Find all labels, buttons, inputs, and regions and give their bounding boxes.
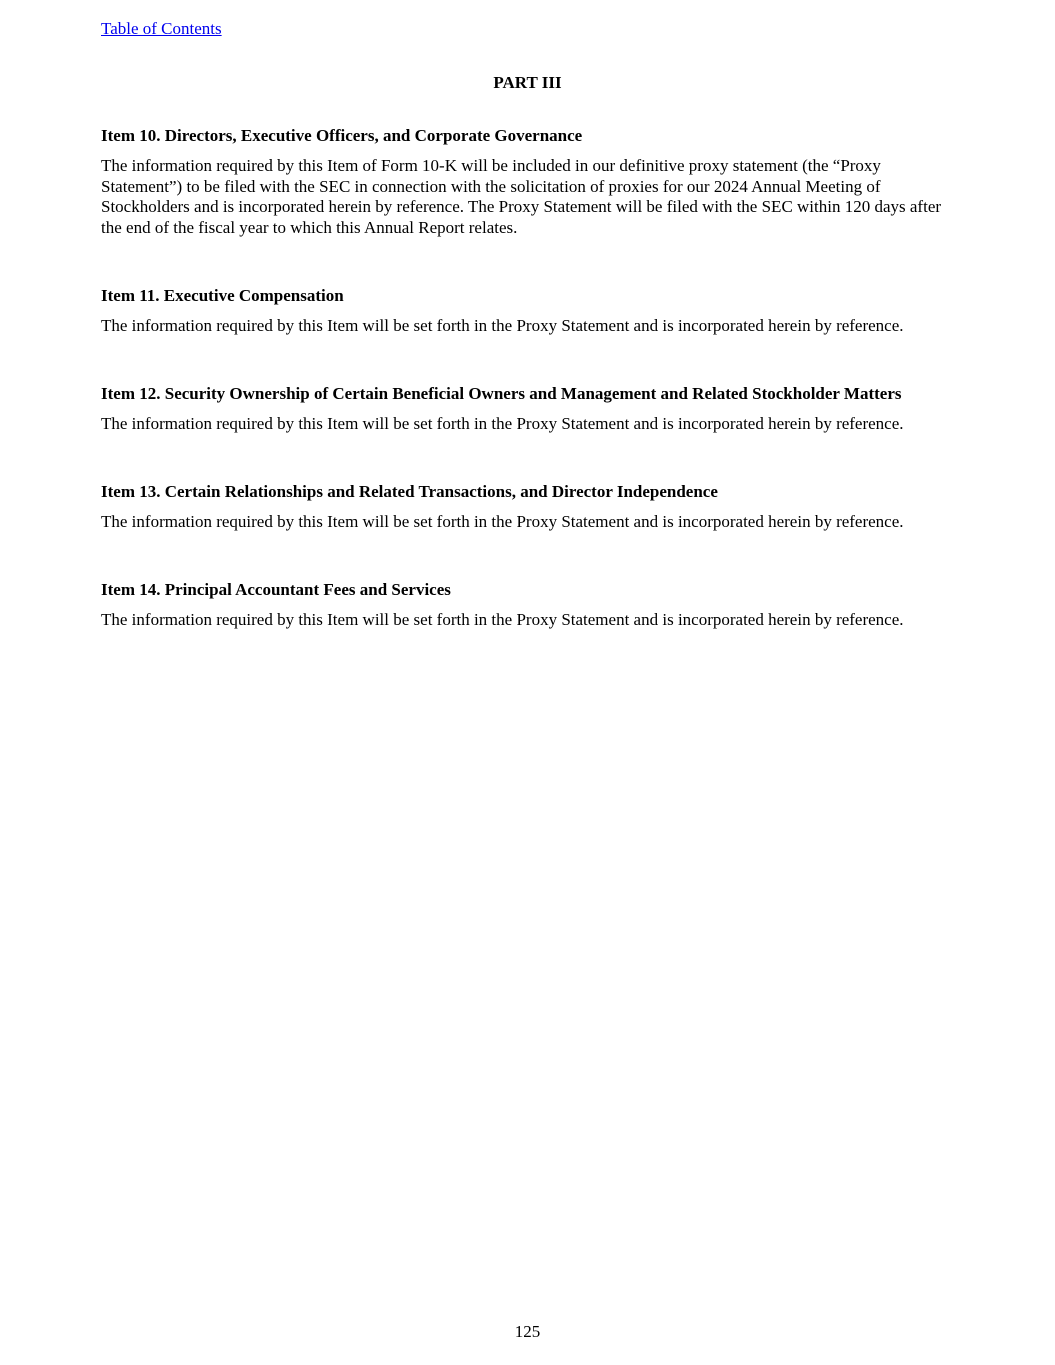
item-13-body: The information required by this Item will be set forth in the Proxy Statement and is incorporated herein by reference. bbox=[101, 512, 904, 531]
part-title: PART III bbox=[493, 73, 562, 92]
item-10-body: The information required by this Item of Form 10-K will be included in our definitive proxy statement (the “Proxy Statement”) to be filed with the SEC in connection with the solicitation of proxies for our 2024 Annual Meeting of Stockholders and is incorporated herein by reference. The Proxy Statement will be filed with the SEC within 120 days after the end of the fiscal year to which this Annual Report relates. bbox=[101, 156, 942, 237]
item-12-heading: Item 12. Security Ownership of Certain Beneficial Owners and Management and Related Stockholder Matters bbox=[101, 384, 902, 403]
item-11-heading: Item 11. Executive Compensation bbox=[101, 286, 344, 305]
item-14-section bbox=[101, 579, 961, 631]
page-number: 125 bbox=[514, 1322, 541, 1341]
item-10-heading: Item 10. Directors, Executive Officers, and Corporate Governance bbox=[101, 126, 583, 145]
table-of-contents-link[interactable]: Table of Contents bbox=[101, 19, 222, 38]
item-11-section bbox=[101, 285, 961, 337]
item-13-section bbox=[101, 481, 961, 533]
item-14-body: The information required by this Item will be set forth in the Proxy Statement and is incorporated herein by reference. bbox=[101, 610, 904, 629]
item-12-body: The information required by this Item will be set forth in the Proxy Statement and is incorporated herein by reference. bbox=[101, 414, 904, 433]
item-14-heading: Item 14. Principal Accountant Fees and Services bbox=[101, 580, 451, 599]
item-11-body: The information required by this Item will be set forth in the Proxy Statement and is incorporated herein by reference. bbox=[101, 316, 904, 335]
item-13-heading: Item 13. Certain Relationships and Related Transactions, and Director Independence bbox=[101, 482, 718, 501]
item-10-section bbox=[101, 125, 961, 238]
item-12-section bbox=[101, 383, 961, 435]
